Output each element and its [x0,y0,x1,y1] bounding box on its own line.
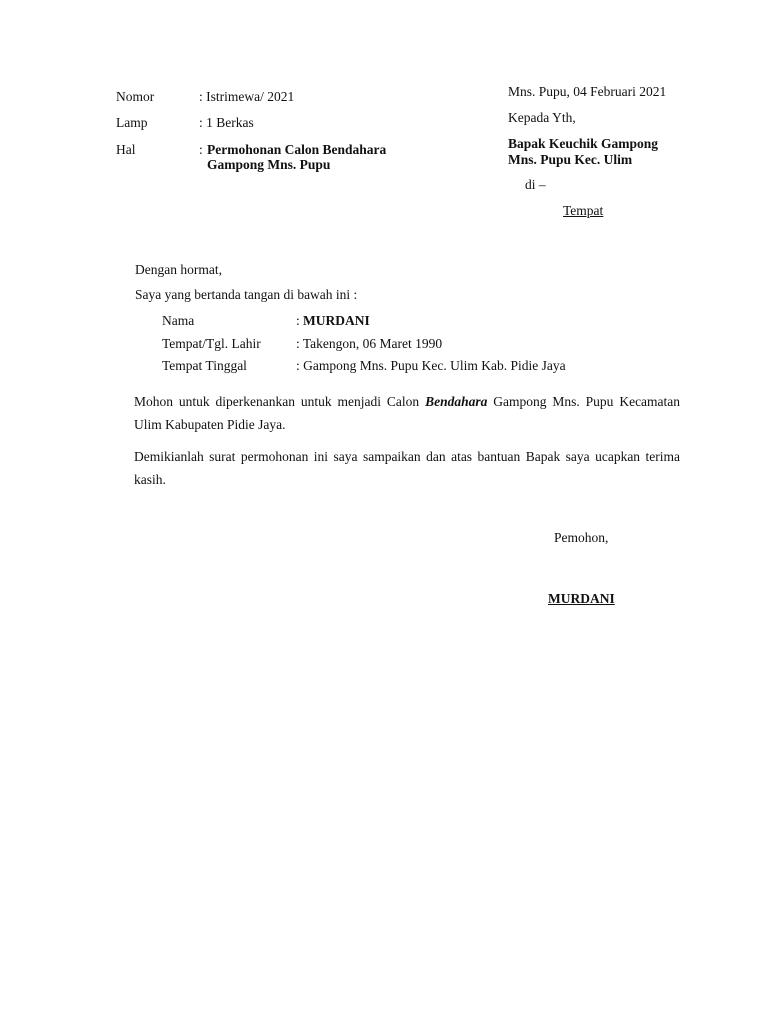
field-ttl-label: Tempat/Tgl. Lahir [162,336,261,351]
recipient-tempat: Tempat [563,203,604,218]
closing-paragraph: Demikianlah surat permohonan ini saya sampaikan dan atas bantuan Bapak saya ucapkan terima kasih. [134,449,680,487]
field-ttl-value: : Takengon, 06 Maret 1990 [296,336,443,351]
recipient-name-line2: Mns. Pupu Kec. Ulim [508,152,633,167]
field-tinggal-value: : Gampong Mns. Pupu Kec. Ulim Kab. Pidie Jaya [296,358,566,373]
field-tinggal-label: Tempat Tinggal [162,358,247,373]
field-nama-colon: : [296,313,300,328]
hal-subject-line2: Gampong Mns. Pupu [207,157,331,172]
salutation: Dengan hormat, [135,262,222,277]
kepada-yth: Kepada Yth, [508,110,576,125]
request-text-after: Gampong Mns. Pupu Kecamatan Ulim Kabupaten Pidie Jaya. [134,394,681,432]
request-text-before: Mohon untuk diperkenankan untuk menjadi Calon [134,394,420,409]
nomor-label: Nomor [116,89,155,104]
intro-line: Saya yang bertanda tangan di bawah ini : [135,287,358,302]
letter-date: Mns. Pupu, 04 Februari 2021 [508,84,667,99]
request-emphasis: Bendahara [425,394,488,409]
hal-colon: : [199,142,203,157]
recipient-name-line1: Bapak Keuchik Gampong [508,136,659,151]
hal-subject-line1: Permohonan Calon Bendahara [207,142,387,157]
signature-label: Pemohon, [554,530,609,545]
recipient-di: di – [525,177,546,192]
request-paragraph [134,390,680,436]
field-nama-value: MURDANI [303,313,370,328]
signature-name: MURDANI [548,591,615,606]
lamp-label: Lamp [116,115,148,130]
field-nama-label: Nama [162,313,195,328]
hal-label: Hal [116,142,136,157]
nomor-value: : Istrimewa/ 2021 [199,89,295,104]
lamp-value: : 1 Berkas [199,115,254,130]
